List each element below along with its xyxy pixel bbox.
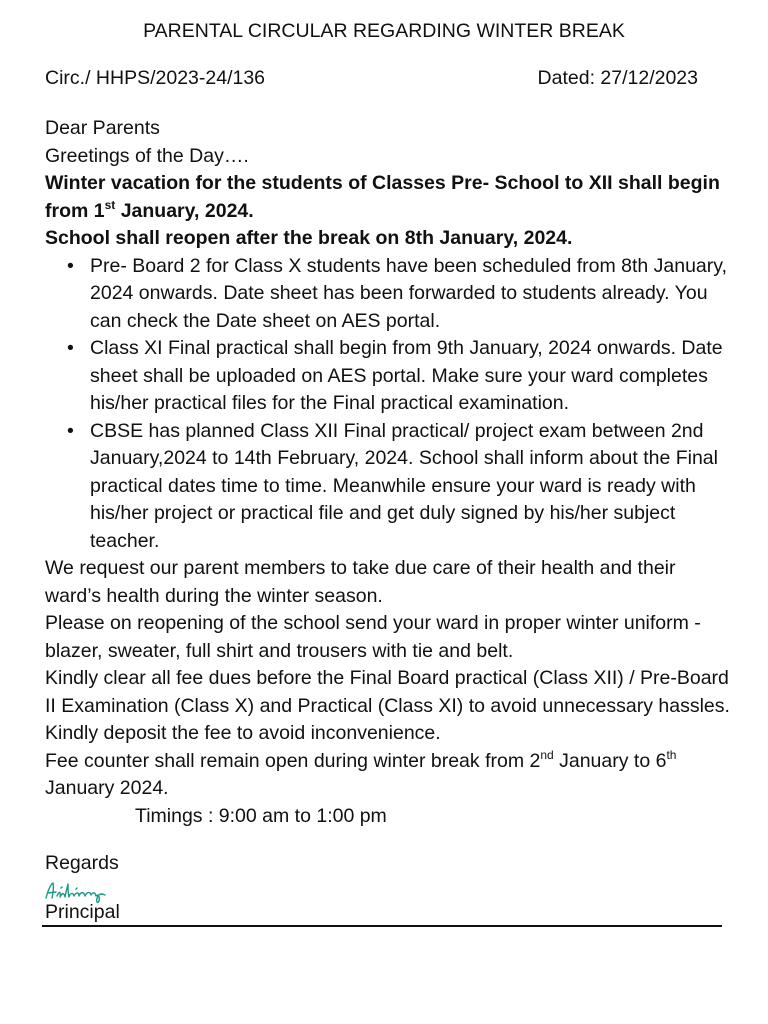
list-item [67, 418, 735, 556]
salutation: Dear Parents [45, 117, 160, 139]
fee-counter-text-1: Fee counter shall remain open during winter break from 2 [45, 749, 541, 772]
fee-counter-text-2: January to 6 [553, 749, 667, 772]
circular-reference: Circ./ HHPS/2023-24/136 [45, 67, 266, 89]
vacation-superscript: st [104, 197, 116, 212]
fee-counter-text-3: January 2024. [45, 777, 169, 799]
fee-counter-paragraph [45, 748, 735, 803]
vacation-text-2: January, 2024. [115, 199, 254, 222]
regards-label: Regards [45, 852, 119, 874]
timings-line: Timings : 9:00 am to 1:00 pm [135, 804, 387, 827]
list-item-text: Class XI Final practical shall begin from 9th January, 2024 onwards. Date sheet shall be uploaded on AES portal. Make sure your ward completes his/her practical files for the Final practical examination. [90, 337, 723, 414]
exam-points-list [45, 253, 735, 556]
list-item-text: CBSE has planned Class XII Final practical/ project exam between 2nd January,2024 to 14th February, 2024. School shall inform about the Final practical dates time to time. Meanwhile ensure your ward is ready with his/her project or practical file and get duly signed by his/her subject teacher. [90, 419, 718, 552]
reopen-notice: School shall reopen after the break on 8th January, 2024. [45, 227, 573, 249]
circular-date: Dated: 27/12/2023 [537, 67, 698, 89]
circular-title: PARENTAL CIRCULAR REGARDING WINTER BREAK [143, 20, 625, 42]
fee-counter-sup-1: nd [540, 747, 554, 762]
principal-label: Principal [45, 901, 120, 923]
vacation-notice [45, 170, 735, 225]
uniform-paragraph: Please on reopening of the school send your ward in proper winter uniform - blazer, sweater, full shirt and trousers with tie and belt. [45, 612, 701, 662]
list-item [67, 253, 735, 336]
health-paragraph: We request our parent members to take due care of their health and their ward’s health during the winter season. [45, 557, 676, 607]
bullet-icon: • [67, 254, 74, 277]
fee-counter-sup-2: th [666, 747, 677, 762]
list-item [67, 335, 735, 418]
vacation-text-1: Winter vacation for the students of Classes Pre- School to XII shall begin from 1 [45, 172, 720, 222]
footer-divider [42, 925, 722, 927]
bullet-icon: • [67, 337, 74, 359]
bullet-icon: • [67, 419, 74, 442]
greeting: Greetings of the Day…. [45, 144, 249, 167]
fees-paragraph: Kindly clear all fee dues before the Final Board practical (Class XII) / Pre-Board II Examination (Class X) and Practical (Class XI) to avoid unnecessary hassles. Kindly deposit the fee to avoid inconvenience. [45, 667, 730, 744]
list-item-text: Pre- Board 2 for Class X students have been scheduled from 8th January, 2024 onwards. Date sheet has been forwarded to students already. You can check the Date sheet on AES portal. [90, 254, 727, 332]
circular-body [45, 115, 735, 830]
